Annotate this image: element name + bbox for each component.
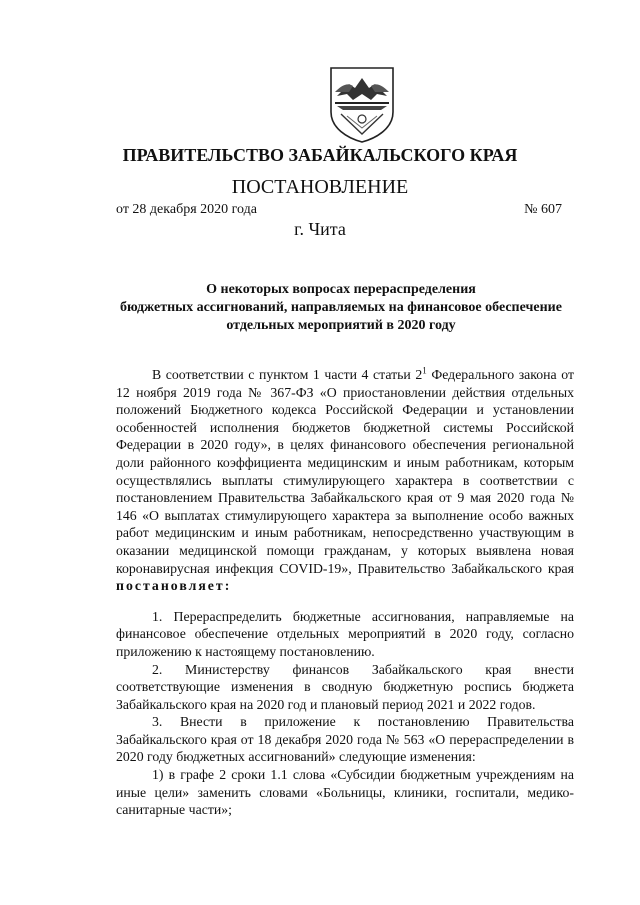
item-3-paragraph: 3. Внести в приложение к постановлению Правительства Забайкальского края от 18 декабря 2020 года № 563 «О перераспределении в 2020 году бюджетных ассигнований» следующие изменения: <box>116 714 574 765</box>
document-city: г. Чита <box>294 219 346 239</box>
article-superscript: 1 <box>422 365 427 376</box>
preamble-text: Федерального закона от 12 ноября 2019 года № 367-ФЗ «О приостановлении действия отдельных положений Бюджетного кодекса Российской Федерации и установлении особенностей исполнения бюджетов бюджетной системы Российской Федерации в 2020 году», в целях финансового обеспечения региональной доли районного коэффициента медицинским и иным работникам, которым осуществлялись выплаты стимулирующего характера в соответствии с постановлением Правительства Забайкальского края от 9 мая 2020 года № 146 «О выплатах стимулирующего характера за выполнение особо важных работ медицинским и иным работникам, непосредственно участвующим в оказании медицинской помощи гражданам, у которых выявлена новая коронавирусная инфекция COVID-19», Правительство Забайкальского края <box>116 367 574 576</box>
preamble-text-start: В соответствии с пунктом 1 части 4 статьи 2 <box>152 367 423 382</box>
document-body <box>116 366 574 819</box>
coat-of-arms-emblem <box>327 66 397 144</box>
document-number: № 607 <box>524 202 562 217</box>
title-line-1: О некоторых вопросах перераспределения <box>206 282 476 297</box>
item-2-paragraph: 2. Министерству финансов Забайкальского края внести соответствующие изменения в сводную бюджетную роспись бюджета Забайкальского края на 2020 год и плановый период 2021 и 2022 годов. <box>116 661 574 712</box>
item-3-1-paragraph: 1) в графе 2 сроки 1.1 слова «Субсидии бюджетным учреждениям на иные цели» заменить словами «Больницы, клиники, госпитали, медико-санитарные части»; <box>116 767 574 818</box>
preamble-paragraph <box>116 366 574 595</box>
decree-colon: : <box>224 578 232 594</box>
item-1-paragraph: 1. Перераспределить бюджетные ассигнования, направляемые на финансовое обеспечение отдельных мероприятий в 2020 году, согласно приложению к настоящему постановлению. <box>116 608 574 659</box>
decree-word: постановляет <box>116 578 225 594</box>
document-date: от 28 декабря 2020 года <box>116 202 257 217</box>
title-line-3: отдельных мероприятий в 2020 году <box>226 318 456 333</box>
organization-name: ПРАВИТЕЛЬСТВО ЗАБАЙКАЛЬСКОГО КРАЯ <box>122 145 518 165</box>
document-type: ПОСТАНОВЛЕНИЕ <box>231 176 409 198</box>
title-line-2: бюджетных ассигнований, направляемых на финансовое обеспечение <box>120 300 562 315</box>
document-title <box>116 281 566 335</box>
